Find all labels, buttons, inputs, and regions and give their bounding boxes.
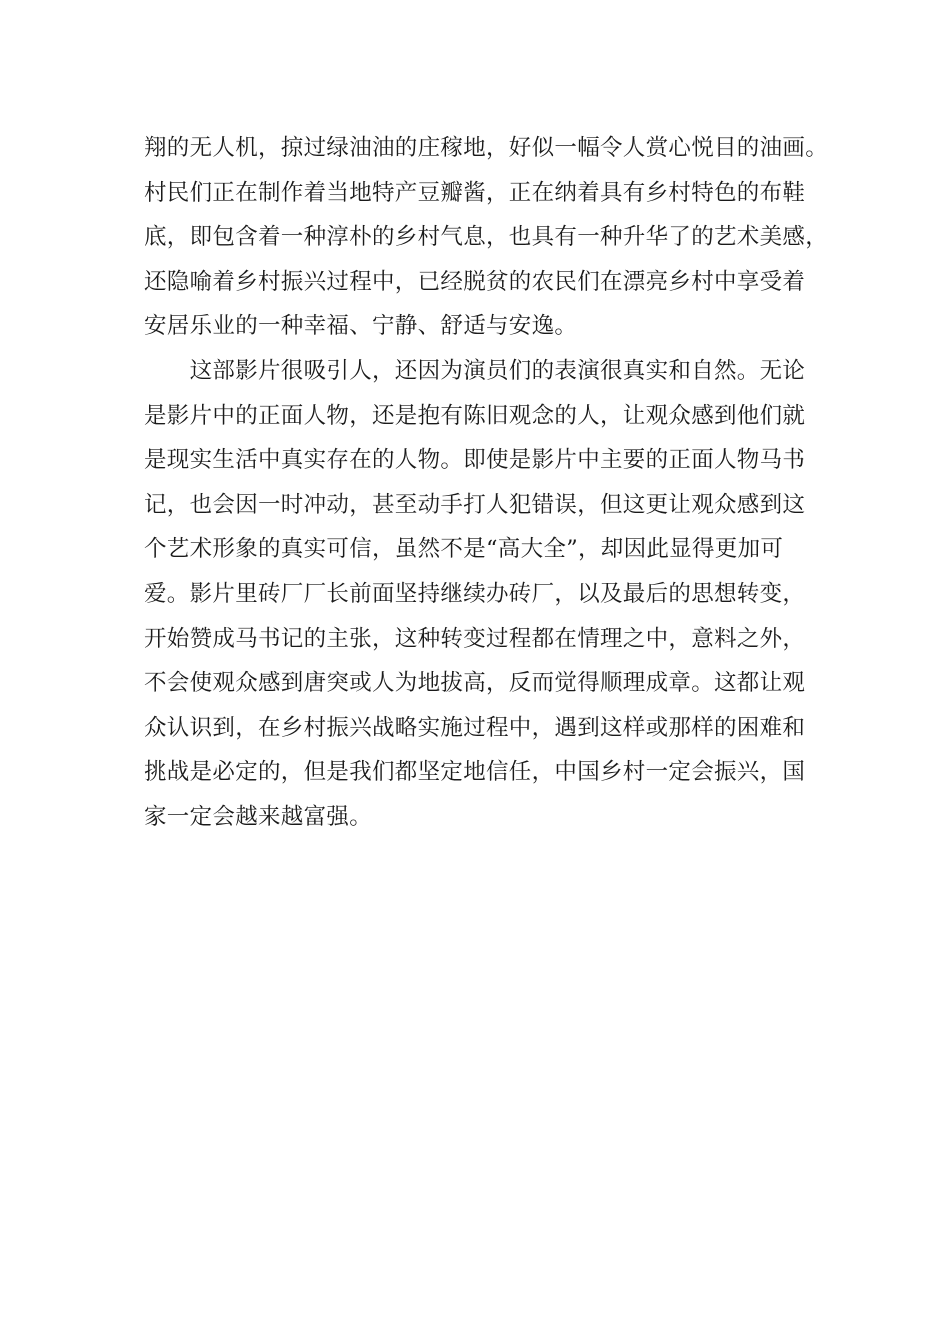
text-line: 底，即包含着一种淳朴的乡村气息，也具有一种升华了的艺术美感， <box>144 224 829 251</box>
text-line: 这部影片很吸引人，还因为演员们的表演很真实和自然。无论 <box>144 357 806 384</box>
text-line: 爱。影片里砖厂厂长前面坚持继续办砖厂，以及最后的思想转变， <box>144 580 806 607</box>
text-line: 开始赞成马书记的主张，这种转变过程都在情理之中，意料之外， <box>144 625 806 652</box>
text-line: 村民们正在制作着当地特产豆瓣酱，正在纳着具有乡村特色的布鞋 <box>144 179 806 206</box>
text-line: 还隐喻着乡村振兴过程中，已经脱贫的农民们在漂亮乡村中享受着 <box>144 268 806 295</box>
text-line: 翔的无人机，掠过绿油油的庄稼地，好似一幅令人赏心悦目的油画。 <box>144 135 829 161</box>
paragraph-1 <box>144 126 844 349</box>
text-line: 个艺术形象的真实可信，虽然不是“高大全”，却因此显得更加可 <box>144 536 784 563</box>
text-line: 记，也会因一时冲动，甚至动手打人犯错误，但这更让观众感到这 <box>144 491 806 518</box>
text-line: 不会使观众感到唐突或人为地拔高，反而觉得顺理成章。这都让观 <box>144 670 806 697</box>
document-body <box>144 126 844 840</box>
text-line: 众认识到，在乡村振兴战略实施过程中，遇到这样或那样的困难和 <box>144 714 806 741</box>
text-line: 挑战是必定的，但是我们都坚定地信任，中国乡村一定会振兴，国 <box>144 759 806 786</box>
paragraph-2 <box>144 349 844 840</box>
text-line: 家一定会越来越富强。 <box>144 803 373 830</box>
text-line: 安居乐业的一种幸福、宁静、舒适与安逸。 <box>144 313 578 340</box>
text-line: 是现实生活中真实存在的人物。即使是影片中主要的正面人物马书 <box>144 447 806 474</box>
text-line: 是影片中的正面人物，还是抱有陈旧观念的人，让观众感到他们就 <box>144 402 806 429</box>
